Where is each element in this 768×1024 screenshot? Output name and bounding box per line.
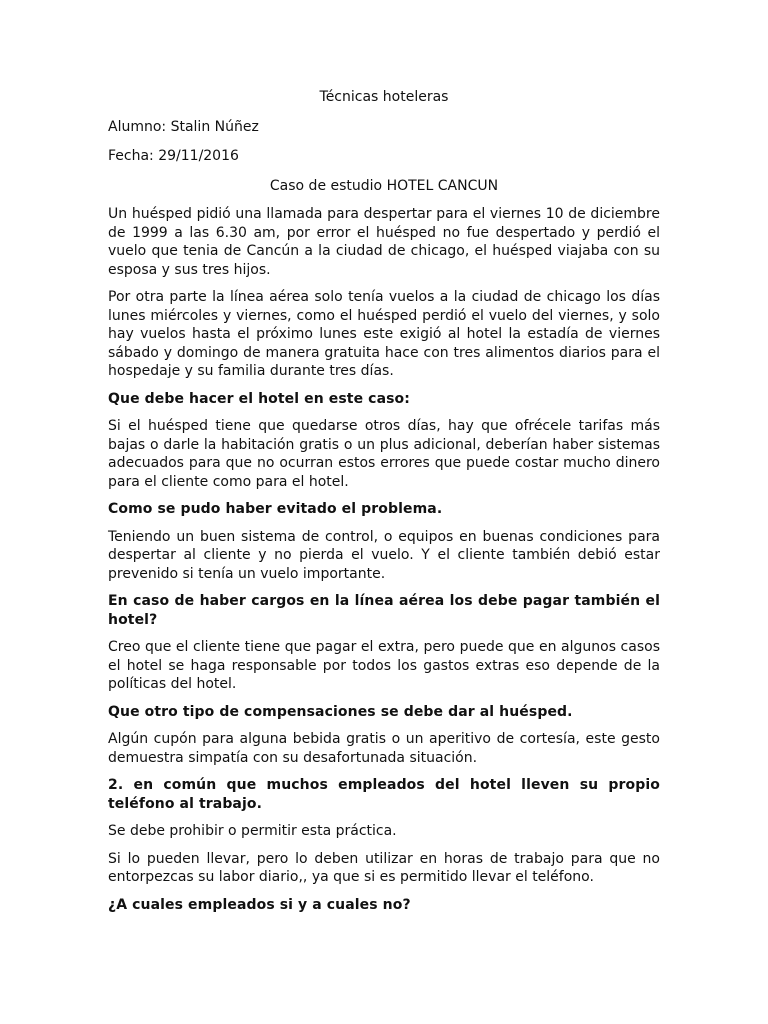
question-2: Como se pudo haber evitado el problema.	[108, 501, 443, 517]
question-5: 2. en común que muchos empleados del hotel lleven su propio teléfono al trabajo.	[108, 777, 660, 812]
question-6: ¿A cuales empleados si y a cuales no?	[108, 896, 411, 913]
document-title: Técnicas hoteleras	[319, 89, 449, 105]
document-page	[108, 88, 660, 923]
question-4: Que otro tipo de compensaciones se debe dar al huésped.	[108, 703, 573, 720]
document-date: Fecha: 29/11/2016	[108, 148, 239, 164]
answer-4: Algún cupón para alguna bebida gratis o un aperitivo de cortesía, este gesto demuestra simpatía con su desafortunada situación.	[108, 731, 660, 766]
answer-5a: Se debe prohibir o permitir esta práctica.	[108, 823, 397, 839]
answer-2: Teniendo un buen sistema de control, o equipos en buenas condiciones para despertar al cliente y no pierda el vuelo. Y el cliente también debió estar prevenido si tenía un vuelo importante.	[108, 528, 660, 582]
student-name: Alumno: Stalin Núñez	[108, 118, 259, 135]
answer-1: Si el huésped tiene que quedarse otros días, hay que ofrécele tarifas más bajas o darle la habitación gratis o un plus adicional, deberían haber sistemas adecuados para que no ocurran estos errores que puede costar mucho dinero para el cliente como para el hotel.	[108, 418, 660, 490]
case-paragraph-2: Por otra parte la línea aérea solo tenía vuelos a la ciudad de chicago los días lunes miércoles y viernes, como el huésped perdió el vuelo del viernes, y solo hay vuelos hasta el próximo lunes este exigió al hotel la estadía de viernes sábado y domingo de manera gratuita hace con tres alimentos diarios para el hospedaje y su familia durante tres días.	[108, 289, 660, 379]
question-3: En caso de haber cargos en la línea aérea los debe pagar también el hotel?	[108, 593, 660, 628]
answer-5b: Si lo pueden llevar, pero lo deben utilizar en horas de trabajo para que no entorpezcas su labor diario,, ya que si es permitido llevar el teléfono.	[108, 850, 660, 885]
question-1: Que debe hacer el hotel en este caso:	[108, 390, 410, 407]
answer-3: Creo que el cliente tiene que pagar el extra, pero puede que en algunos casos el hotel se haga responsable por todos los gastos extras eso depende de la políticas del hotel.	[108, 639, 660, 692]
case-title: Caso de estudio HOTEL CANCUN	[269, 177, 499, 194]
case-paragraph-1: Un huésped pidió una llamada para despertar para el viernes 10 de diciembre de 1999 a las 6.30 am, por error el huésped no fue despertado y perdió el vuelo que tenia de Cancún a la ciudad de chicago, el huésped viajaba con su esposa y sus tres hijos.	[108, 206, 660, 278]
